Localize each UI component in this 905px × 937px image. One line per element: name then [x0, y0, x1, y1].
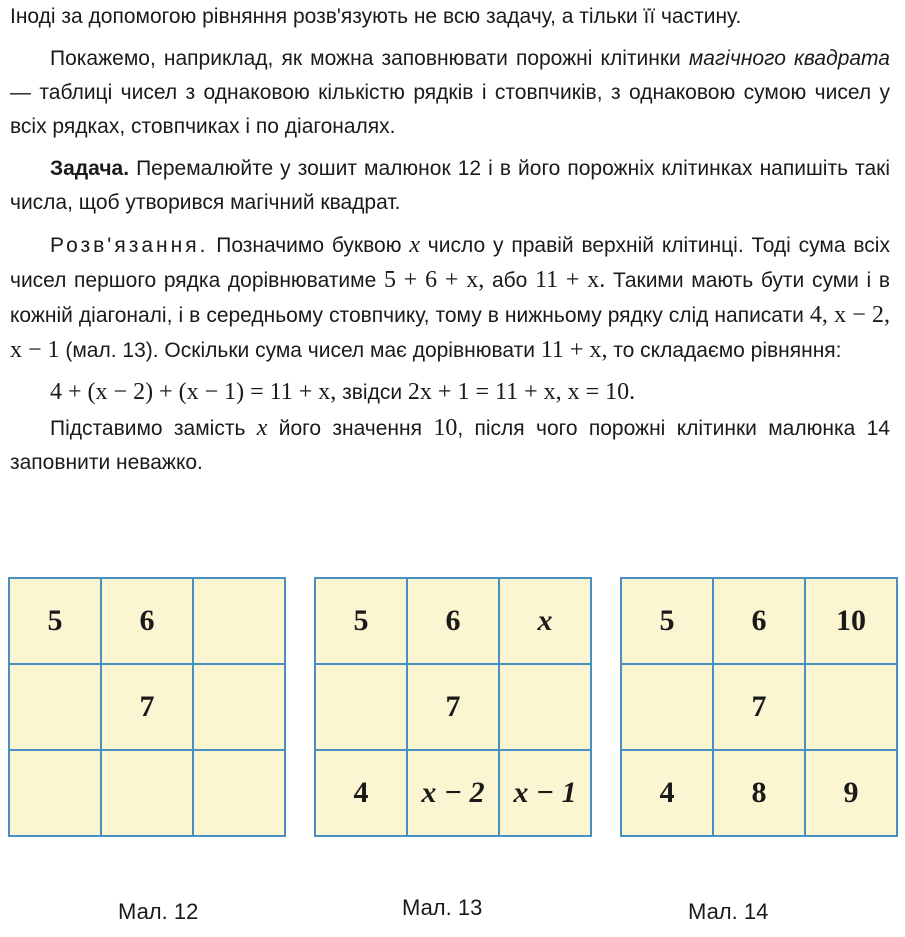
magic-square-grid: [8, 577, 286, 837]
grid-cell: 4: [315, 750, 407, 836]
grid-cell: [499, 664, 591, 750]
intro-paragraph: [10, 0, 890, 34]
expression-first-row-sum: 5 + 6 + x,: [383, 267, 485, 293]
variable-x: x: [409, 232, 420, 258]
conclusion-text-1: Підставимо замість: [50, 417, 257, 440]
expression-bottom-row: 4, x − 2, x − 1: [10, 302, 890, 363]
grid-cell: 8: [713, 750, 805, 836]
grid-cell: x − 2: [407, 750, 499, 836]
variable-x: x: [256, 415, 268, 441]
expression-sum: 11 + x.: [535, 267, 606, 293]
grid-cell: [193, 750, 285, 836]
solution-label: Розв'язання.: [50, 234, 209, 257]
grid-cell: 5: [315, 578, 407, 664]
solution-text-1: Позначимо буквою: [208, 234, 410, 257]
figures-row: [0, 577, 905, 937]
grid-cell: x: [499, 578, 591, 664]
grid-cell: 7: [101, 664, 193, 750]
solution-paragraph: [10, 228, 890, 368]
figure-caption: Мал. 14: [688, 899, 769, 924]
solution-text-6: то складаємо рівняння:: [607, 339, 842, 362]
magic-square-text-start: Покажемо, наприклад, як можна заповнювати порожні клітинки: [50, 47, 689, 70]
grid-cell: [9, 750, 101, 836]
grid-cell: 6: [407, 578, 499, 664]
grid-cell: 5: [621, 578, 713, 664]
solution-text-3: або: [484, 269, 535, 292]
equation-left: 4 + (x − 2) + (x − 1) = 11 + x,: [50, 379, 337, 405]
grid-cell: [315, 664, 407, 750]
grid-cell: 4: [621, 750, 713, 836]
magic-square-grid: [620, 577, 898, 837]
grid-cell: 7: [713, 664, 805, 750]
grid-cell: [193, 664, 285, 750]
equation-line: [10, 374, 890, 411]
conclusion-text-3: , після чого порожні клітинки малюнка 14 заповнити неважко.: [10, 417, 890, 474]
figure-caption: Мал. 13: [402, 895, 483, 920]
grid-cell: [621, 664, 713, 750]
grid-cell: [9, 664, 101, 750]
figure-caption: Мал. 12: [118, 899, 199, 924]
value-ten: 10: [433, 415, 458, 441]
grid-cell: 10: [805, 578, 897, 664]
expression-target-sum: 11 + x,: [540, 337, 608, 363]
conclusion-text-2: його значення: [267, 417, 434, 440]
grid-cell: 5: [9, 578, 101, 664]
task-text: Перемалюйте у зошит малюнок 12 і в його порожніх клітинках напишіть такі числа, щоб утворився магічний квадрат.: [10, 157, 890, 214]
grid-cell: x − 1: [499, 750, 591, 836]
solution-text-2: число у правій верхній клітинці. Тоді сума всіх чисел першого рядка дорівнюватиме: [10, 234, 890, 292]
figure-14: [620, 577, 898, 837]
equation-connector: звідси: [336, 381, 408, 404]
grid-cell: [101, 750, 193, 836]
figure-12: [8, 577, 286, 837]
task-label: Задача.: [50, 157, 130, 180]
magic-square-term: магічного квадрата: [688, 47, 890, 70]
magic-square-grid: [314, 577, 592, 837]
figure-13: [314, 577, 592, 837]
grid-cell: [805, 664, 897, 750]
grid-cell: 6: [101, 578, 193, 664]
magic-square-paragraph: [10, 42, 890, 144]
intro-text: Іноді за допомогою рівняння розв'язують не всю задачу, а тільки її частину.: [10, 5, 742, 28]
grid-cell: 6: [713, 578, 805, 664]
conclusion-paragraph: [10, 411, 890, 480]
grid-cell: [193, 578, 285, 664]
grid-cell: 9: [805, 750, 897, 836]
solution-text-4: Такими мають бути суми і в кожній діагоналі, і в середньому стовпчику, тому в нижньому рядку слід написати: [10, 269, 890, 327]
textbook-page: [10, 0, 890, 480]
grid-cell: 7: [407, 664, 499, 750]
equation-right: 2x + 1 = 11 + x, x = 10.: [407, 379, 636, 405]
magic-square-text-end: — таблиці чисел з однаковою кількістю рядків і стовпчиків, з однаковою сумою чисел у всіх рядках, стовпчиках і по діагоналях.: [10, 81, 890, 138]
task-paragraph: [10, 152, 890, 220]
solution-text-5: (мал. 13). Оскільки сума чисел має дорівнювати: [59, 339, 541, 362]
